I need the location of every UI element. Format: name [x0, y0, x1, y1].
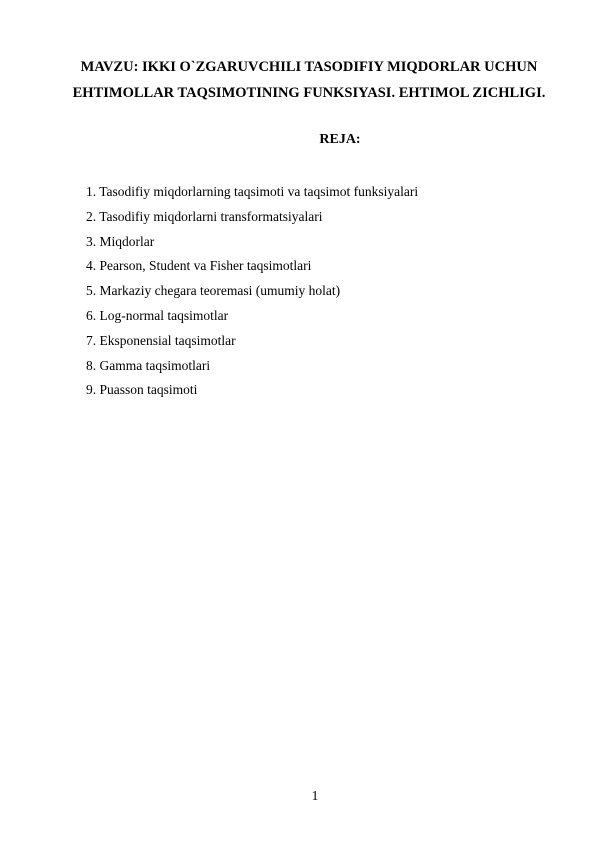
plan-item: 3. Miqdorlar	[86, 233, 155, 249]
plan-item: 4. Pearson, Student va Fisher taqsimotlari	[86, 258, 312, 274]
plan-item: 7. Eksponensial taqsimotlar	[86, 332, 236, 348]
title-line-1: MAVZU: IKKI O`ZGARUVCHILI TASODIFIY MIQDORLAR UCHUN	[80, 59, 538, 75]
plan-heading: REJA:	[319, 132, 361, 147]
plan-list	[86, 180, 418, 403]
plan-item: 2. Tasodifiy miqdorlarni transformatsiyalari	[86, 208, 323, 224]
plan-item: 1. Tasodifiy miqdorlarning taqsimoti va taqsimot funksiyalari	[86, 184, 419, 199]
plan-item: 9. Puasson taqsimoti	[86, 382, 198, 398]
page-number: 1	[311, 788, 319, 803]
title-line-2: EHTIMOLLAR TAQSIMOTINING FUNKSIYASI. EHTIMOL ZICHLIGI.	[72, 85, 546, 101]
plan-item: 6. Log-normal taqsimotlar	[86, 307, 229, 323]
plan-item: 8. Gamma taqsimotlari	[86, 357, 211, 373]
plan-item: 5. Markaziy chegara teoremasi (umumiy holat)	[86, 283, 341, 299]
